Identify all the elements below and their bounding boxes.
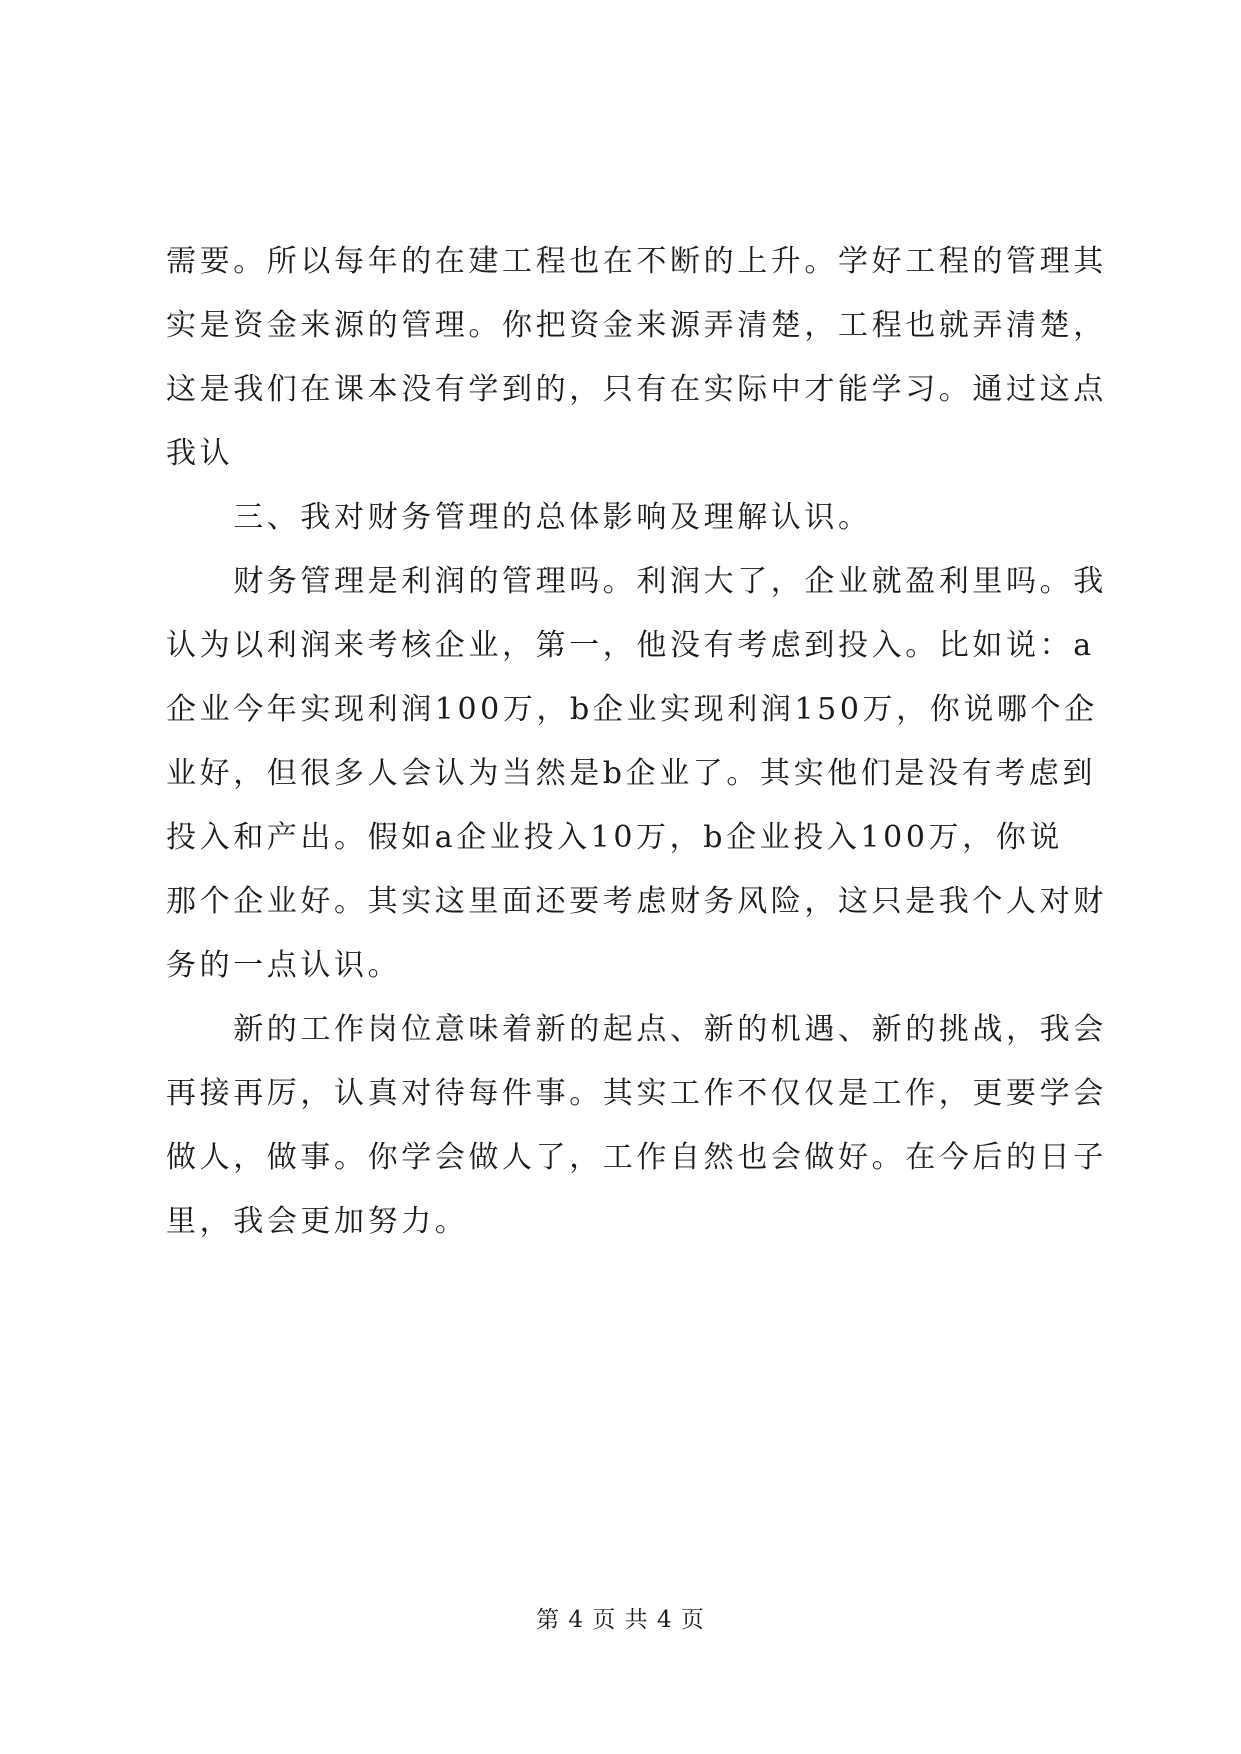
text-line: 那个企业好。其实这里面还要考虑财务风险，这只是我个人对财 bbox=[166, 884, 1107, 919]
text-line: 新的工作岗位意味着新的起点、新的机遇、新的挑战，我会 bbox=[166, 1012, 1107, 1047]
text-line: 里，我会更加努力。 bbox=[166, 1204, 469, 1239]
text-line: 业好，但很多人会认为当然是b企业了。其实他们是没有考虑到 bbox=[166, 756, 1097, 791]
section-heading bbox=[166, 486, 1076, 550]
text-line: 三、我对财务管理的总体影响及理解认识。 bbox=[166, 500, 872, 535]
text-line: 投入和产出。假如a企业投入10万，b企业投入100万，你说 bbox=[166, 820, 1063, 855]
text-line: 再接再厉，认真对待每件事。其实工作不仅仅是工作，更要学会 bbox=[166, 1076, 1107, 1111]
page-number-footer: 第 4 页 共 4 页 bbox=[536, 1607, 705, 1633]
text-line: 认为以利润来考核企业，第一，他没有考虑到投入。比如说：a bbox=[166, 628, 1095, 663]
document-body bbox=[166, 230, 1107, 1254]
text-line: 企业今年实现利润100万，b企业实现利润150万，你说哪个企 bbox=[166, 692, 1098, 727]
paragraph bbox=[166, 998, 1107, 1254]
text-line: 做人，做事。你学会做人了，工作自然也会做好。在今后的日子 bbox=[166, 1140, 1107, 1175]
text-line: 务的一点认识。 bbox=[166, 948, 402, 983]
text-line: 这是我们在课本没有学到的，只有在实际中才能学习。通过这点 bbox=[166, 372, 1107, 407]
text-line: 实是资金来源的管理。你把资金来源弄清楚，工程也就弄清楚， bbox=[166, 308, 1107, 343]
paragraph bbox=[166, 230, 1107, 486]
text-line: 需要。所以每年的在建工程也在不断的上升。学好工程的管理其 bbox=[166, 244, 1107, 279]
paragraph bbox=[166, 550, 1107, 998]
text-line: 我认 bbox=[166, 436, 234, 471]
text-line: 财务管理是利润的管理吗。利润大了，企业就盈利里吗。我 bbox=[166, 564, 1107, 599]
